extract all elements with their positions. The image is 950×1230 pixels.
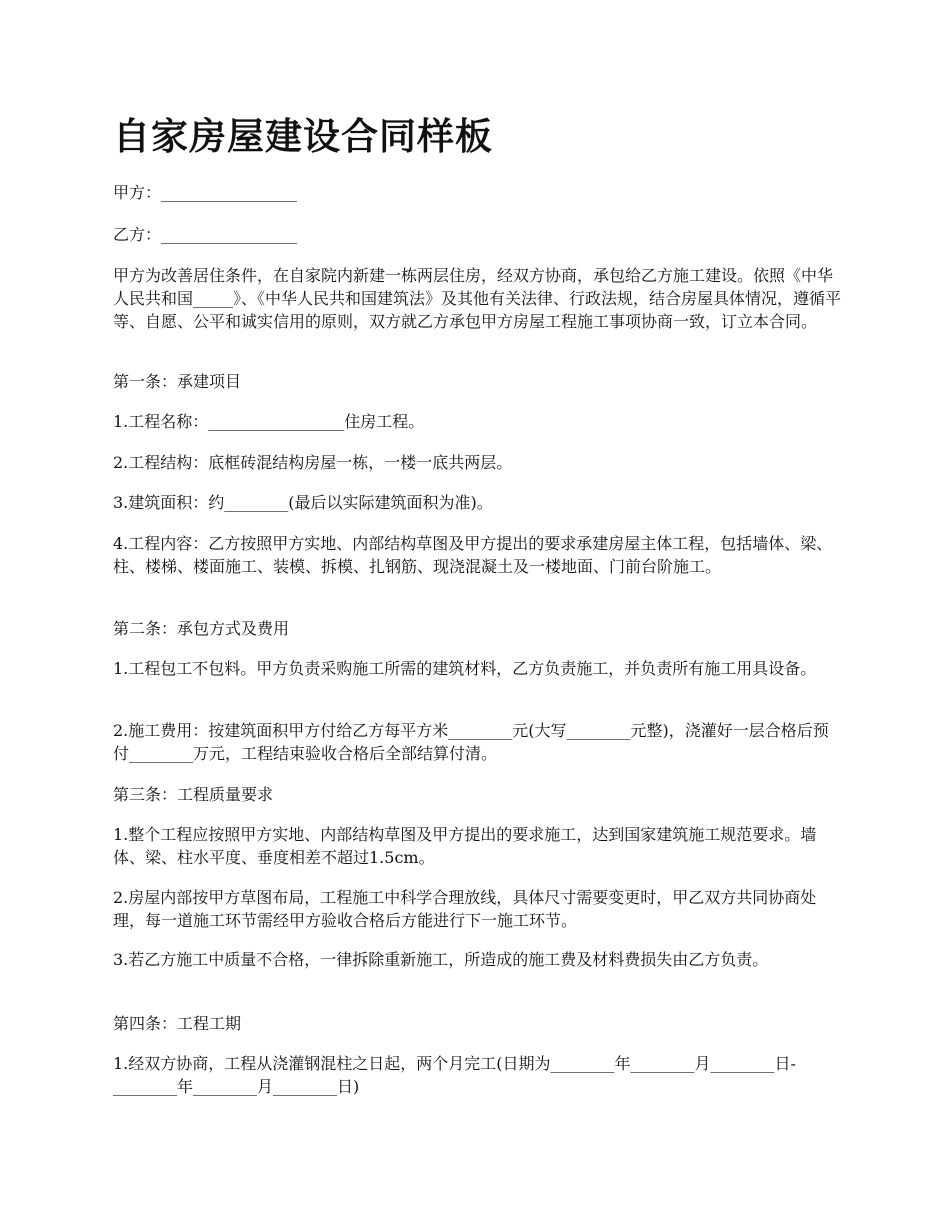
clause-4-1	[113, 1052, 843, 1098]
clause-text: 4.工程内容：乙方按照甲方实地、内部结构草图及甲方提出的要求承建房屋主体工程，包括墙体、梁、柱、楼梯、楼面施工、装模、拆模、扎钢筋、现浇混凝土及一楼地面、门前台阶施工。	[113, 534, 833, 576]
clause-text: 1.工程名称：_________________住房工程。	[113, 412, 425, 431]
clause-text: 2.工程结构：底框砖混结构房屋一栋，一楼一底共两层。	[113, 453, 513, 472]
section-heading-2	[113, 617, 843, 640]
section-heading-text: 第四条：工程工期	[113, 1014, 242, 1033]
section-heading-text: 第二条：承包方式及费用	[113, 619, 290, 638]
document-title: 自家房屋建设合同样板	[113, 114, 493, 158]
clause-3-3	[113, 948, 843, 971]
section-heading-text: 第三条：工程质量要求	[113, 785, 274, 804]
party-a-text: 甲方：_________________	[113, 183, 298, 202]
clause-2-1	[113, 657, 843, 680]
party-b-line	[113, 223, 843, 246]
clause-text: 1.经双方协商，工程从浇灌钢混柱之日起，两个月完工(日期为________年________月________日-________年________月________日)	[113, 1054, 796, 1096]
preamble-text: 甲方为改善居住条件，在自家院内新建一栋两层住房，经双方协商，承包给乙方施工建设。依照《中华人民共和国_____》、《中华人民共和国建筑法》及其他有关法律、行政法规，结合房屋具体情况，遵循平等、自愿、公平和诚实信用的原则，双方就乙方承包甲方房屋工程施工事项协商一致，订立本合同。	[113, 266, 842, 331]
section-heading-text: 第一条：承建项目	[113, 372, 242, 391]
clause-1-4	[113, 532, 843, 578]
clause-text: 3.若乙方施工中质量不合格，一律拆除重新施工，所造成的施工费及材料费损失由乙方负责。	[113, 950, 769, 969]
party-b-text: 乙方：_________________	[113, 225, 298, 244]
clause-1-3	[113, 491, 843, 514]
preamble-paragraph	[113, 264, 843, 333]
clause-text: 2.施工费用：按建筑面积甲方付给乙方每平方米________元(大写________元整)，浇灌好一层合格后预付________万元，工程结束验收合格后全部结算付清。	[113, 721, 829, 763]
clause-text: 1.整个工程应按照甲方实地、内部结构草图及甲方提出的要求施工，达到国家建筑施工规范要求。墙体、梁、柱水平度、垂度相差不超过1.5cm。	[113, 825, 817, 867]
section-heading-1	[113, 370, 843, 393]
clause-text: 2.房屋内部按甲方草图布局，工程施工中科学合理放线，具体尺寸需要变更时，甲乙双方共同协商处理，每一道施工环节需经甲方验收合格后方能进行下一施工环节。	[113, 888, 817, 930]
clause-text: 1.工程包工不包料。甲方负责采购施工所需的建筑材料，乙方负责施工，并负责所有施工用具设备。	[113, 659, 817, 678]
clause-text: 3.建筑面积：约________(最后以实际建筑面积为准)。	[113, 493, 493, 512]
section-heading-3	[113, 783, 843, 806]
section-heading-4	[113, 1012, 843, 1035]
clause-2-2	[113, 719, 843, 765]
clause-3-2	[113, 886, 843, 932]
clause-1-2	[113, 451, 843, 474]
clause-3-1	[113, 823, 843, 869]
clause-1-1	[113, 410, 843, 433]
party-a-line	[113, 181, 843, 204]
